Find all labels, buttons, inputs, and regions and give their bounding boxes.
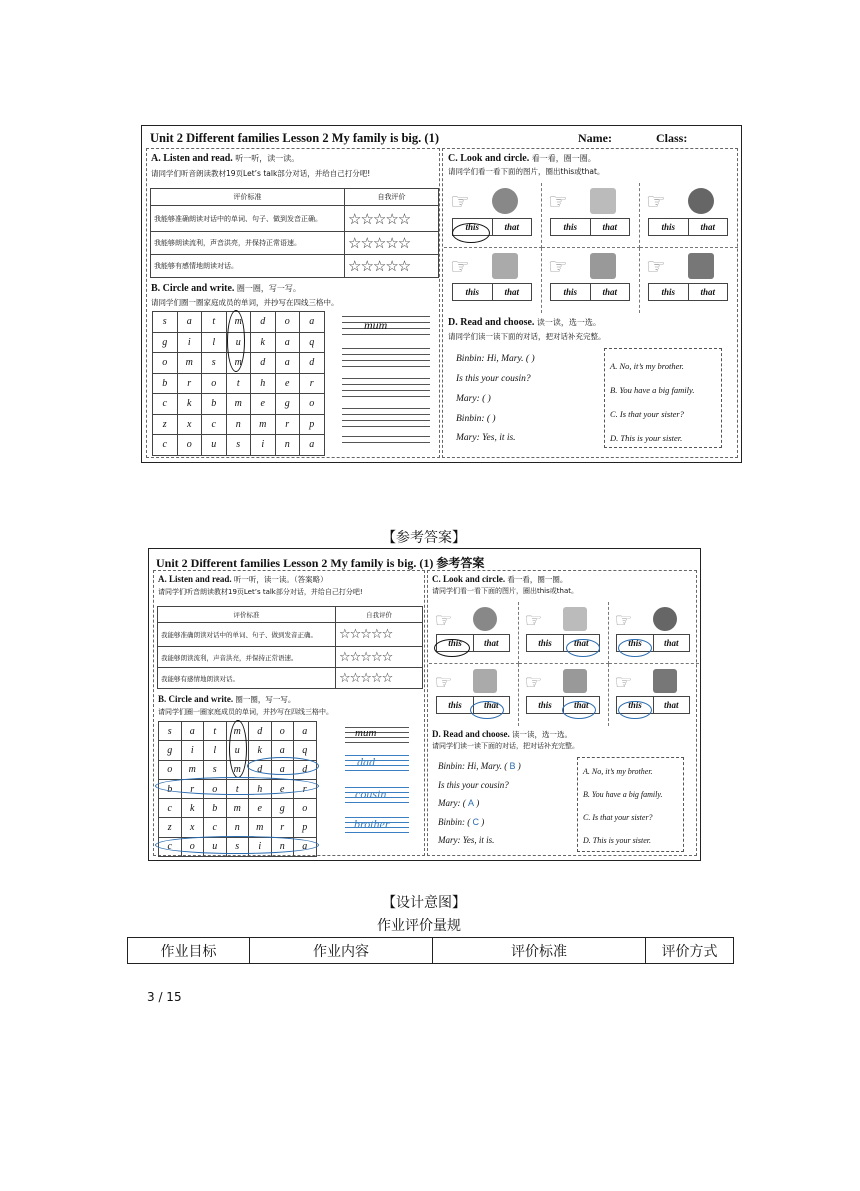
section-c-instructions: 请同学们看一看下面的图片，圈出this或that。 [432,587,578,595]
grid-letter[interactable]: u [226,741,249,760]
grid-letter[interactable]: i [181,741,204,760]
example-word-mum: mum [364,318,388,332]
criteria-row: 我能够朗读流利，声音洪亮，并保持正常语速。 [158,647,336,668]
class-label: Class: [656,131,688,145]
grid-letter[interactable]: o [271,722,294,741]
rubric-header: 作业内容 [250,938,433,964]
grid-letter[interactable]: a [181,722,204,741]
grid-letter[interactable]: x [181,818,204,837]
star-rating[interactable]: ☆☆☆☆☆ [336,647,423,668]
dialog-line: Mary: Yes, it is. [456,433,516,443]
design-intent-label: 【设计意图】 [382,895,466,911]
grid-letter[interactable]: s [202,353,227,374]
option-that[interactable]: that [492,284,532,300]
rubric-header: 评价方式 [646,938,734,964]
this-that-choice[interactable] [648,218,728,236]
grid-letter[interactable]: r [181,779,204,798]
grid-letter[interactable]: a [271,760,294,779]
grid-letter[interactable]: e [271,779,294,798]
grid-letter[interactable]: d [294,760,317,779]
pointing-hand-icon: ☞ [450,254,470,279]
option-that[interactable]: that [563,635,599,651]
writing-lines[interactable] [342,314,430,454]
dialog-line: Is this your cousin? [438,780,509,790]
section-a-heading: A. Listen and read. 听一听，读一读。 [151,153,300,164]
section-a-instructions: 请同学们听音朗读教材19页Let’s talk部分对话，并给自己打分吧! [158,588,363,596]
grid-letter[interactable]: t [226,373,251,394]
picture-cell [609,602,699,664]
star-rating[interactable]: ☆☆☆☆☆ [345,255,439,278]
grid-letter[interactable]: r [275,414,300,435]
grid-letter[interactable]: b [159,779,182,798]
answer-b: B [509,761,516,771]
grid-letter[interactable]: a [275,332,300,353]
object-picture [473,669,497,693]
grid-letter[interactable]: p [294,818,317,837]
grid-letter[interactable]: c [204,818,227,837]
grid-letter[interactable]: l [202,332,227,353]
answer-c: C [472,817,479,827]
options-box [577,757,684,852]
answer-sheet-title: Unit 2 Different families Lesson 2 My family is big. (1) 参考答案 [156,556,485,570]
rubric-header: 作业目标 [128,938,250,964]
object-picture [473,607,497,631]
grid-letter[interactable]: i [249,837,272,856]
pointing-hand-icon: ☞ [548,254,568,279]
mum-circle [227,310,245,372]
section-d-instructions: 请同学们读一读下面的对话，把对话补充完整。 [448,332,606,341]
section-c-instructions: 请同学们看一看下面的图片，圈出this或that。 [448,167,605,176]
dialog-line: Mary: ( A ) [438,798,480,808]
dialog-line: Is this your cousin? [456,374,531,384]
grid-letter[interactable]: a [300,435,325,456]
section-d-instructions: 请同学们读一读下面的对话，把对话补充完整。 [432,742,579,750]
grid-letter[interactable]: n [271,837,294,856]
grid-letter[interactable]: m [226,353,251,374]
grid-letter[interactable]: a [275,353,300,374]
picture-cell [444,248,542,313]
criteria-row: 我能够朗读流利，声音洪亮，并保持正常语速。 [151,232,345,255]
picture-cell [542,248,640,313]
grid-letter[interactable]: o [177,435,202,456]
option-that[interactable]: that [653,697,689,713]
object-picture [590,253,616,279]
grid-letter[interactable]: m [226,394,251,415]
picture-cell [640,248,738,313]
object-picture [492,253,518,279]
dad-circle [247,757,319,775]
option-d: D. This is your sister. [610,433,683,443]
section-c-heading: C. Look and circle. 看一看，圈一圈。 [432,574,568,584]
answer-circle [470,701,504,719]
grid-letter[interactable]: g [153,332,178,353]
grid-letter[interactable]: o [181,837,204,856]
object-picture [653,669,677,693]
pointing-hand-icon: ☞ [524,609,543,632]
cousin-circle [155,836,319,854]
picture-cell [519,602,609,664]
star-rating[interactable]: ☆☆☆☆☆ [336,623,423,647]
grid-letter[interactable]: k [249,741,272,760]
grid-letter[interactable]: c [153,435,178,456]
grid-letter[interactable]: o [300,394,325,415]
grid-letter[interactable]: c [159,799,182,818]
this-that-choice[interactable] [648,283,728,301]
grid-letter[interactable]: r [300,373,325,394]
section-a-instructions: 请同学们听音朗读教材19页Let’s talk部分对话，并给自己打分吧! [151,169,371,178]
grid-letter[interactable]: o [275,312,300,333]
object-picture [688,253,714,279]
answer-section-label: 【参考答案】 [382,530,466,546]
option-that[interactable]: that [473,635,509,651]
example-word-mum: mum [355,727,377,739]
answer-circle [434,639,470,657]
option-that[interactable]: that [492,219,532,235]
option-b: B. You have a big family. [583,790,663,799]
grid-letter[interactable]: b [202,394,227,415]
section-b-heading: B. Circle and write. 圈一圈，写一写。 [158,694,296,704]
star-rating[interactable]: ☆☆☆☆☆ [336,668,423,689]
star-rating[interactable]: ☆☆☆☆☆ [345,206,439,232]
pointing-hand-icon: ☞ [614,671,633,694]
option-that[interactable]: that [590,219,630,235]
grid-letter[interactable]: h [249,779,272,798]
grid-letter[interactable]: d [251,312,276,333]
grid-letter[interactable]: m [181,760,204,779]
grid-letter[interactable]: g [271,799,294,818]
option-this[interactable]: this [661,287,675,297]
answer-circle [452,223,490,243]
option-d: D. This is your sister. [583,836,652,845]
grid-letter[interactable]: e [249,799,272,818]
option-that[interactable]: that [653,635,689,651]
section-d-heading: D. Read and choose. 读一读，选一选。 [432,729,573,739]
grid-letter[interactable]: r [271,818,294,837]
grid-letter[interactable]: m [249,818,272,837]
criteria-header: 评价标准 [158,607,336,623]
grid-letter[interactable]: s [204,760,227,779]
name-label: Name: [578,131,612,145]
grid-letter[interactable]: u [204,837,227,856]
grid-letter[interactable]: e [251,394,276,415]
grid-letter[interactable]: m [251,414,276,435]
grid-letter[interactable]: m [226,760,249,779]
criteria-row: 我能够有感情地朗读对话。 [151,255,345,278]
this-that-choice[interactable] [550,218,630,236]
grid-letter[interactable]: c [153,394,178,415]
grid-letter[interactable]: z [159,818,182,837]
dialog-line: Binbin: Hi, Mary. ( ) [456,354,535,364]
object-picture [590,188,616,214]
picture-cell [429,664,519,726]
option-that[interactable]: that [688,219,728,235]
grid-letter[interactable]: i [177,332,202,353]
option-this[interactable]: this [563,287,577,297]
picture-cell [640,183,738,248]
grid-letter[interactable]: a [300,312,325,333]
option-that[interactable]: that [473,697,509,713]
grid-letter[interactable]: q [300,332,325,353]
grid-letter[interactable]: x [177,414,202,435]
option-that[interactable]: that [563,697,599,713]
worksheet-title: Unit 2 Different families Lesson 2 My family is big. (1) [150,131,439,145]
grid-letter[interactable]: s [153,312,178,333]
pointing-hand-icon: ☞ [434,671,453,694]
grid-letter[interactable]: t [204,722,227,741]
answer-circle [618,639,652,657]
option-this[interactable]: this [563,222,577,232]
grid-letter[interactable]: d [251,353,276,374]
page-number: 3 / 15 [147,990,182,1004]
object-picture [563,607,587,631]
self-evaluation-table [150,188,439,278]
pointing-hand-icon: ☞ [614,609,633,632]
pointing-hand-icon: ☞ [524,671,543,694]
grid-letter[interactable]: d [249,722,272,741]
grid-letter[interactable]: u [202,435,227,456]
this-that-choice[interactable] [452,283,532,301]
grid-letter[interactable]: h [251,373,276,394]
criteria-row: 我能够准确朗读对话中的单词、句子、做到发音正确。 [151,206,345,232]
answer-sheet [148,548,701,861]
option-c: C. Is that your sister? [583,813,653,822]
option-this[interactable]: this [448,638,462,649]
grid-letter[interactable]: b [153,373,178,394]
pointing-hand-icon: ☞ [646,254,666,279]
object-picture [688,188,714,214]
grid-letter[interactable]: o [153,353,178,374]
grid-letter[interactable]: d [300,353,325,374]
grid-letter[interactable]: n [275,435,300,456]
option-a: A. No, it’s my brother. [610,361,684,371]
this-that-choice[interactable] [550,283,630,301]
grid-letter[interactable]: p [300,414,325,435]
grid-letter[interactable]: d [249,760,272,779]
grid-letter[interactable]: c [159,837,182,856]
option-this[interactable]: this [448,700,462,711]
dialog-line: Binbin: ( ) [456,414,496,424]
grid-letter[interactable]: i [251,435,276,456]
grid-letter[interactable]: a [271,741,294,760]
grid-letter[interactable]: b [204,799,227,818]
dialog-line: Mary: ( ) [456,394,491,404]
section-b-instructions: 请同学们圈一圈家庭成员的单词，并抄写在四线三格中。 [151,298,339,307]
pointing-hand-icon: ☞ [548,189,568,214]
criteria-row: 我能够有感情地朗读对话。 [158,668,336,689]
answer-word-dad: dad [357,755,375,769]
dialog-line: Binbin: ( C ) [438,817,485,827]
grid-letter[interactable]: m [226,722,249,741]
pointing-hand-icon: ☞ [450,189,470,214]
option-this[interactable]: this [465,287,479,297]
grid-letter[interactable]: u [226,332,251,353]
dialog-line: Mary: Yes, it is. [438,835,495,845]
brother-circle [155,777,319,795]
section-b-heading: B. Circle and write. 圈一圈，写一写。 [151,283,301,294]
options-box [604,348,722,448]
grid-letter[interactable]: o [294,799,317,818]
option-this[interactable]: this [538,700,552,711]
answer-circle [566,639,600,657]
mum-circle [229,720,247,778]
worksheet [141,125,742,463]
grid-letter[interactable]: r [294,779,317,798]
option-that[interactable]: that [688,284,728,300]
picture-cell [542,183,640,248]
self-eval-header: 自我评价 [345,189,439,206]
grid-letter[interactable]: k [251,332,276,353]
option-that[interactable]: that [590,284,630,300]
grid-letter[interactable]: t [226,779,249,798]
grid-letter[interactable]: r [177,373,202,394]
grid-letter[interactable]: o [202,373,227,394]
answer-word-brother: brother [354,817,390,831]
picture-cell [519,664,609,726]
criteria-header: 评价标准 [151,189,345,206]
grid-letter[interactable]: a [294,837,317,856]
section-d-heading: D. Read and choose. 读一读，选一选。 [448,317,601,328]
grid-letter[interactable]: s [226,435,251,456]
rubric-header: 评价标准 [433,938,646,964]
grid-letter[interactable]: n [226,818,249,837]
grid-letter[interactable]: m [226,312,251,333]
grid-letter[interactable]: t [202,312,227,333]
picture-cell [609,664,699,726]
object-picture [653,607,677,631]
criteria-row: 我能够准确朗读对话中的单词、句子、做到发音正确。 [158,623,336,647]
grid-letter[interactable]: q [294,741,317,760]
section-c-heading: C. Look and circle. 看一看，圈一圈。 [448,153,596,164]
object-picture [492,188,518,214]
grid-letter[interactable]: g [159,741,182,760]
option-c: C. Is that your sister? [610,409,684,419]
grid-letter[interactable]: o [159,760,182,779]
rubric-table [127,937,734,964]
pointing-hand-icon: ☞ [646,189,666,214]
section-b-instructions: 请同学们圈一圈家庭成员的单词，并抄写在四线三格中。 [158,708,333,716]
grid-letter[interactable]: o [204,779,227,798]
option-a: A. No, it’s my brother. [583,767,653,776]
grid-letter[interactable]: l [204,741,227,760]
grid-letter[interactable]: m [177,353,202,374]
option-this[interactable]: this [465,222,479,232]
option-b: B. You have a big family. [610,385,695,395]
grid-letter[interactable]: s [159,722,182,741]
object-picture [563,669,587,693]
answer-word-cousin: cousin [355,787,387,801]
answer-a: A [468,798,475,808]
grid-letter[interactable]: k [181,799,204,818]
rubric-title: 作业评价量规 [377,918,461,934]
grid-letter[interactable]: a [294,722,317,741]
grid-letter[interactable]: c [202,414,227,435]
answer-circle [562,701,596,719]
grid-letter[interactable]: k [177,394,202,415]
grid-letter[interactable]: g [275,394,300,415]
grid-letter[interactable]: z [153,414,178,435]
self-evaluation-table [157,606,423,689]
option-this[interactable]: this [661,222,675,232]
dialog-line: Binbin: Hi, Mary. ( B ) [438,761,521,771]
star-rating[interactable]: ☆☆☆☆☆ [345,232,439,255]
section-a-heading: A. Listen and read. 听一听，读一读。（答案略） [158,574,328,584]
grid-letter[interactable]: a [177,312,202,333]
grid-letter[interactable]: m [226,799,249,818]
pointing-hand-icon: ☞ [434,609,453,632]
grid-letter[interactable]: n [226,414,251,435]
answer-circle [618,701,652,719]
grid-letter[interactable]: s [226,837,249,856]
self-eval-header: 自我评价 [336,607,423,623]
option-this[interactable]: this [628,638,642,649]
option-this[interactable]: this [628,700,642,711]
grid-letter[interactable]: e [275,373,300,394]
option-this[interactable]: this [538,638,552,649]
